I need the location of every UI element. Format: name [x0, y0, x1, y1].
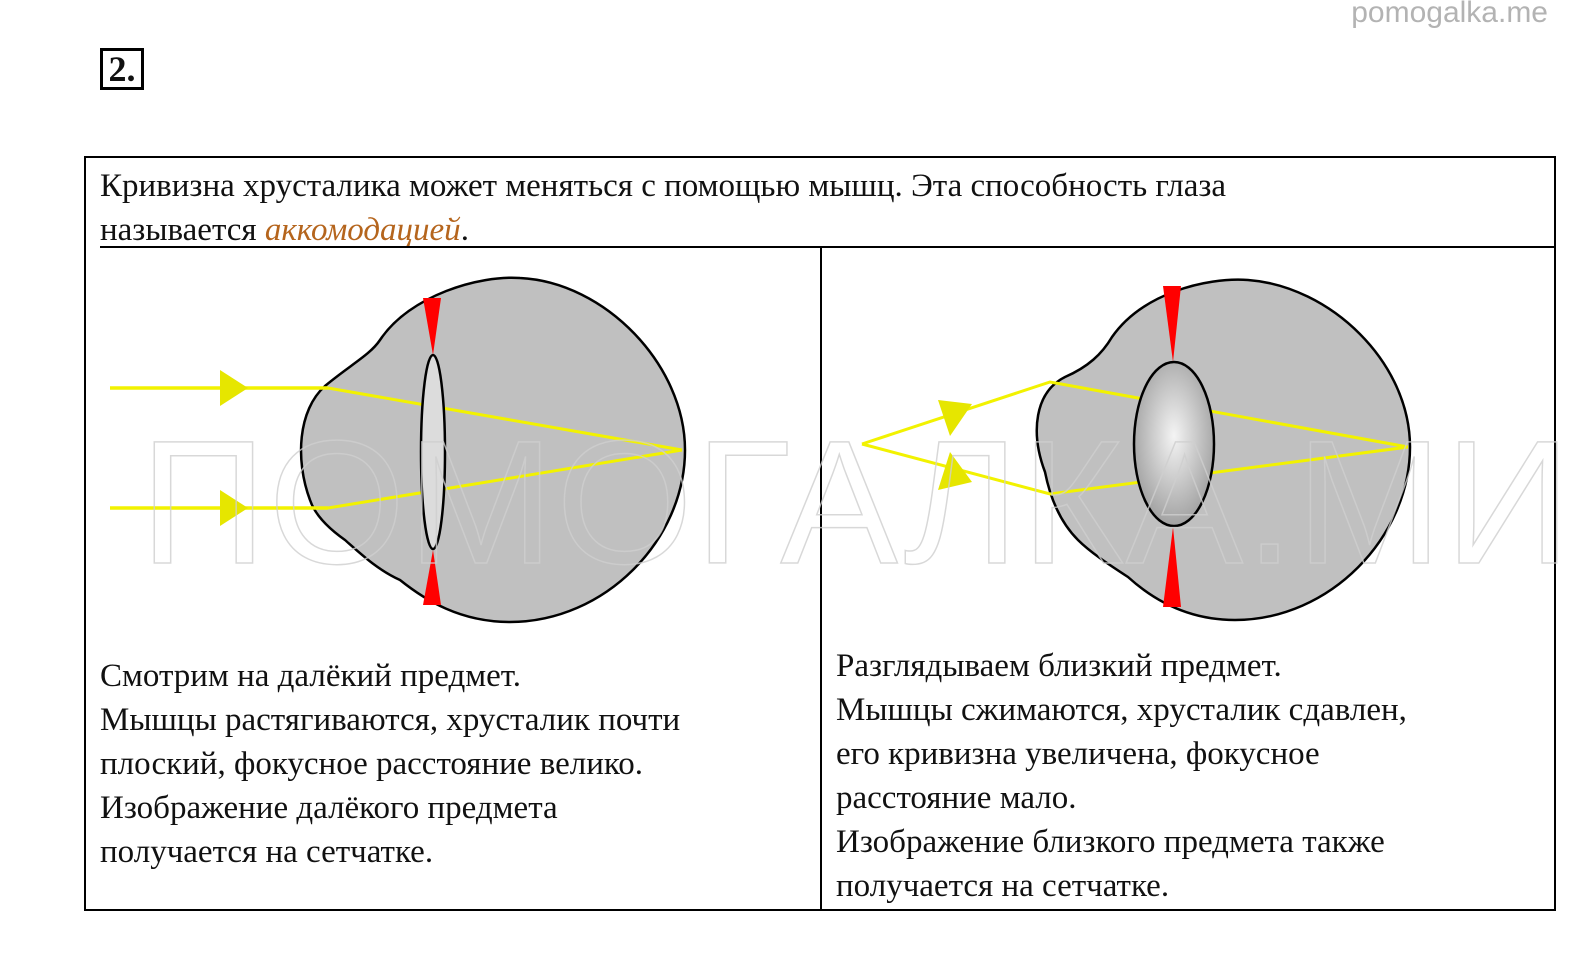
- left-caption-line: Мышцы растягиваются, хрусталик почти: [100, 702, 681, 738]
- right-caption-line: расстояние мало.: [836, 780, 1077, 816]
- eye-diagram-near: [850, 272, 1430, 627]
- header-divider: [100, 246, 1554, 248]
- left-caption-line: Смотрим на далёкий предмет.: [100, 658, 521, 694]
- crystalline-lens: [421, 355, 445, 549]
- crystalline-lens: [1134, 362, 1214, 526]
- ray-arrow-bottom: [220, 490, 248, 526]
- left-caption-line: получается на сетчатке.: [100, 834, 434, 870]
- site-label: pomogalka.me: [1351, 0, 1548, 29]
- task-number: 2.: [100, 48, 144, 90]
- column-divider: [820, 248, 822, 909]
- intro-text: [100, 164, 1540, 252]
- left-caption-line: плоский, фокусное расстояние велико.: [100, 746, 643, 782]
- eyeball: [301, 278, 685, 622]
- watermark: ПОМОГАЛКА.МИ: [140, 405, 1574, 601]
- accommodation-term: аккомодацией: [264, 212, 461, 248]
- intro-suffix: .: [460, 212, 469, 248]
- right-caption-line: Разглядываем близкий предмет.: [836, 648, 1282, 684]
- right-caption-line: Изображение близкого предмета также: [836, 824, 1385, 860]
- eye-diagram-distant: [100, 270, 700, 630]
- ray-arrow-top: [220, 370, 248, 406]
- intro-line-1: Кривизна хрусталика может меняться с помощью мышц. Эта способность глаза: [100, 168, 1227, 204]
- left-caption-line: Изображение далёкого предмета: [100, 790, 558, 826]
- right-caption-line: его кривизна увеличена, фокусное: [836, 736, 1320, 772]
- intro-prefix: называется: [100, 212, 265, 248]
- right-caption: [836, 644, 1536, 908]
- right-caption-line: Мышцы сжимаются, хрусталик сдавлен,: [836, 692, 1407, 728]
- right-caption-line: получается на сетчатке.: [836, 868, 1170, 904]
- left-caption: [100, 654, 800, 874]
- eyeball: [1037, 280, 1410, 620]
